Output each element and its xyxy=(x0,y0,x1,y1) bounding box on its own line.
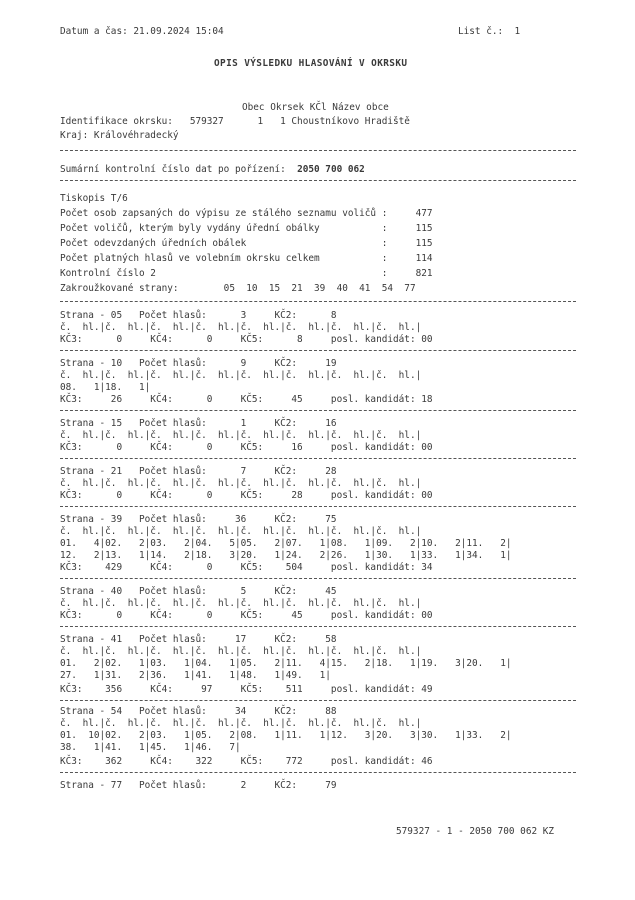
party-header: Strana - 10 Počet hlasů: 9 KČ2: 19 xyxy=(60,358,337,369)
party-header: Strana - 05 Počet hlasů: 3 KČ2: 8 xyxy=(60,310,337,321)
party-checksums: KČ3: 356 KČ4: 97 KČ5: 511 posl. kandidát: 49 xyxy=(60,684,433,695)
party-header: Strana - 15 Počet hlasů: 1 KČ2: 16 xyxy=(60,418,337,429)
party-columns: č. hl.|č. hl.|č. hl.|č. hl.|č. hl.|č. hl.|č. hl.|č. hl.| xyxy=(60,430,422,441)
separator xyxy=(60,180,576,181)
tiskopis-line: Kontrolní číslo 2 : 821 xyxy=(60,268,433,279)
separator xyxy=(60,578,576,579)
party-votes: 38. 1|41. 1|45. 1|46. 7| xyxy=(60,742,241,753)
region: Kraj: Královéhradecký xyxy=(60,130,179,141)
separator xyxy=(60,626,576,627)
party-checksums: KČ3: 26 KČ4: 0 KČ5: 45 posl. kandidát: 18 xyxy=(60,394,433,405)
party-votes: 01. 10|02. 2|03. 1|05. 2|08. 1|11. 1|12. 3|20. 3|30. 1|33. 2| xyxy=(60,730,512,741)
separator xyxy=(60,410,576,411)
tiskopis-line: Počet odevzdaných úředních obálek : 115 xyxy=(60,238,433,249)
party-columns: č. hl.|č. hl.|č. hl.|č. hl.|č. hl.|č. hl.|č. hl.|č. hl.| xyxy=(60,598,422,609)
summary-label: Sumární kontrolní číslo dat po pořízení: xyxy=(60,164,286,175)
tiskopis-title: Tiskopis T/6 xyxy=(60,193,128,204)
party-header: Strana - 40 Počet hlasů: 5 KČ2: 45 xyxy=(60,586,337,597)
circled-parties: Zakroužkované strany: 05 10 15 21 39 40 41 54 77 xyxy=(60,283,416,294)
party-votes: 27. 1|31. 2|36. 1|41. 1|48. 1|49. 1| xyxy=(60,670,331,681)
party-columns: č. hl.|č. hl.|č. hl.|č. hl.|č. hl.|č. hl.|č. hl.|č. hl.| xyxy=(60,526,422,537)
summary-line xyxy=(60,164,365,176)
sheet-number: List č.: 1 xyxy=(458,26,521,37)
party-checksums: KČ3: 0 KČ4: 0 KČ5: 16 posl. kandidát: 00 xyxy=(60,442,433,453)
footer-id: 579327 - 1 - 2050 700 062 KZ xyxy=(396,826,555,837)
separator xyxy=(60,301,576,302)
party-votes: 12. 2|13. 1|14. 2|18. 3|20. 1|24. 2|26. 1|30. 1|33. 1|34. 1| xyxy=(60,550,512,561)
tiskopis-line: Počet osob zapsaných do výpisu ze stálého seznamu voličů : 477 xyxy=(60,208,433,219)
party-checksums: KČ3: 0 KČ4: 0 KČ5: 28 posl. kandidát: 00 xyxy=(60,490,433,501)
party-checksums: KČ3: 0 KČ4: 0 KČ5: 45 posl. kandidát: 00 xyxy=(60,610,433,621)
separator xyxy=(60,458,576,459)
party-columns: č. hl.|č. hl.|č. hl.|č. hl.|č. hl.|č. hl.|č. hl.|č. hl.| xyxy=(60,370,422,381)
ident-columns: Obec Okrsek KČl Název obce xyxy=(242,102,389,113)
party-columns: č. hl.|č. hl.|č. hl.|č. hl.|č. hl.|č. hl.|č. hl.|č. hl.| xyxy=(60,478,422,489)
party-columns: č. hl.|č. hl.|č. hl.|č. hl.|č. hl.|č. hl.|č. hl.|č. hl.| xyxy=(60,718,422,729)
separator xyxy=(60,350,576,351)
separator xyxy=(60,150,576,151)
summary-value: 2050 700 062 xyxy=(297,164,365,175)
party-columns: č. hl.|č. hl.|č. hl.|č. hl.|č. hl.|č. hl.|č. hl.|č. hl.| xyxy=(60,322,422,333)
party-columns: č. hl.|č. hl.|č. hl.|č. hl.|č. hl.|č. hl.|č. hl.|č. hl.| xyxy=(60,646,422,657)
party-votes: 08. 1|18. 1| xyxy=(60,382,151,393)
ident-row: Identifikace okrsku: 579327 1 1 Choustníkovo Hradiště xyxy=(60,116,410,127)
party-header: Strana - 77 Počet hlasů: 2 KČ2: 79 xyxy=(60,780,337,791)
party-header: Strana - 41 Počet hlasů: 17 KČ2: 58 xyxy=(60,634,337,645)
party-votes: 01. 4|02. 2|03. 2|04. 5|05. 2|07. 1|08. 1|09. 2|10. 2|11. 2| xyxy=(60,538,512,549)
party-checksums: KČ3: 429 KČ4: 0 KČ5: 504 posl. kandidát: 34 xyxy=(60,562,433,573)
party-header: Strana - 39 Počet hlasů: 36 KČ2: 75 xyxy=(60,514,337,525)
party-checksums: KČ3: 362 KČ4: 322 KČ5: 772 posl. kandidát: 46 xyxy=(60,756,433,767)
page-title: OPIS VÝSLEDKU HLASOVÁNÍ V OKRSKU xyxy=(214,58,408,69)
date-time: Datum a čas: 21.09.2024 15:04 xyxy=(60,26,224,37)
separator xyxy=(60,506,576,507)
separator xyxy=(60,772,576,773)
party-votes: 01. 2|02. 1|03. 1|04. 1|05. 2|11. 4|15. 2|18. 1|19. 3|20. 1| xyxy=(60,658,512,669)
party-header: Strana - 21 Počet hlasů: 7 KČ2: 28 xyxy=(60,466,337,477)
separator xyxy=(60,700,576,701)
tiskopis-line: Počet platných hlasů ve volebním okrsku celkem : 114 xyxy=(60,253,433,264)
tiskopis-line: Počet voličů, kterým byly vydány úřední obálky : 115 xyxy=(60,223,433,234)
party-checksums: KČ3: 0 KČ4: 0 KČ5: 8 posl. kandidát: 00 xyxy=(60,334,433,345)
party-header: Strana - 54 Počet hlasů: 34 KČ2: 88 xyxy=(60,706,337,717)
